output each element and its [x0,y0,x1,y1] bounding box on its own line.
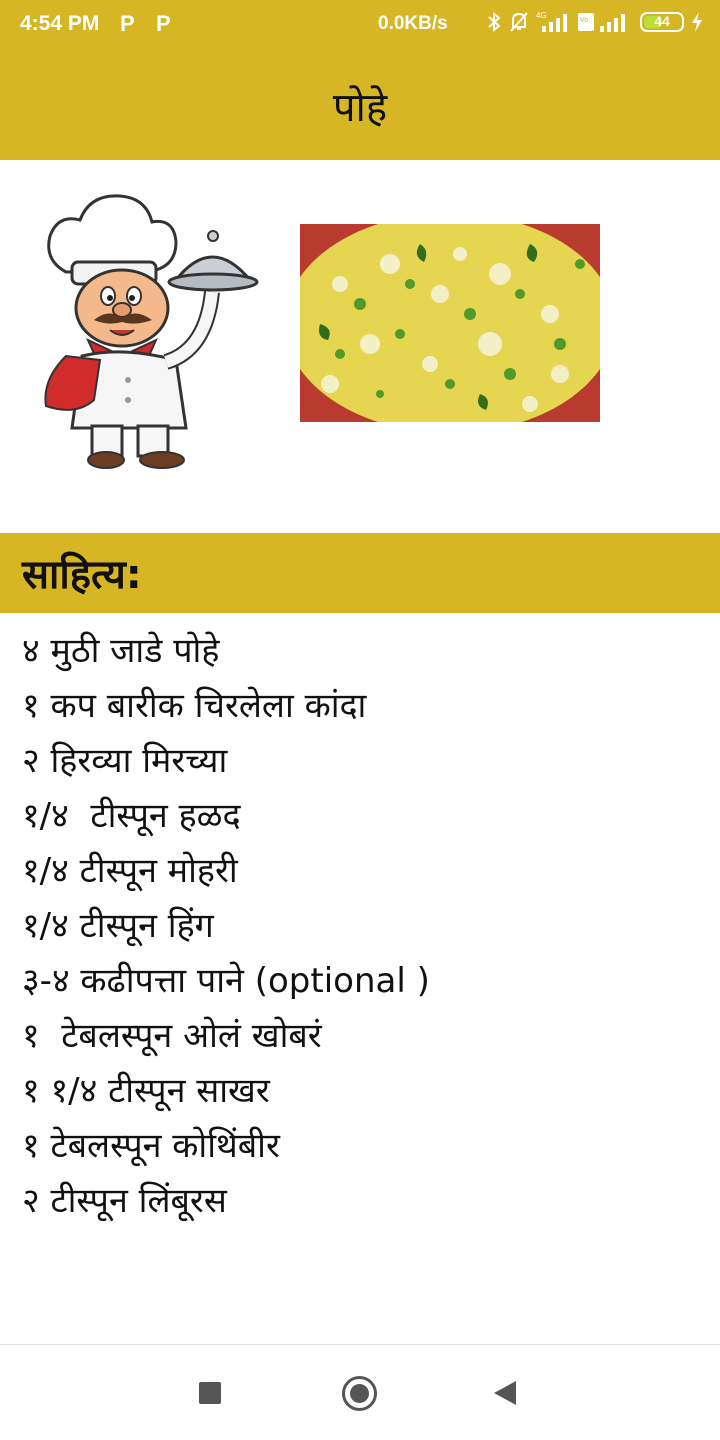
poha-food-image [300,224,600,422]
chef-illustration-icon [36,180,264,470]
list-item: ४ मुठी जाडे पोहे [22,631,220,671]
ingredients-list[interactable] [22,624,712,1244]
list-item: ३-४ कढीपत्ता पाने (optional ) [22,961,430,1001]
signal-4g-icon [536,10,572,34]
notification-p-icon: P [156,11,171,36]
signal-volte-icon [578,10,630,34]
recents-button[interactable] [199,1382,221,1404]
back-button[interactable] [494,1381,516,1405]
app-bar [0,50,720,160]
ingredients-header [0,533,720,613]
status-icons [486,10,704,34]
battery-icon [640,12,684,32]
battery-percent: 44 [654,13,670,29]
navigation-bar [0,1344,720,1440]
list-item: २ टीस्पून लिंबूरस [22,1181,227,1221]
home-button[interactable] [342,1376,377,1411]
list-item: १/४ टीस्पून हळद [22,796,241,836]
svg-text:Vo: Vo [580,17,589,24]
status-time: 4:54 PM [20,12,100,35]
mute-bell-icon [508,10,530,34]
list-item: १ टेबलस्पून ओलं खोबरं [22,1016,322,1056]
svg-text:4G: 4G [536,11,547,20]
list-item: १ १/४ टीस्पून साखर [22,1071,270,1111]
list-item: २ हिरव्या मिरच्या [22,741,228,781]
list-item: १ कप बारीक चिरलेला कांदा [22,686,367,726]
hero-section [0,160,720,533]
page-title: पोहे [332,85,388,131]
list-item: १/४ टीस्पून हिंग [22,906,214,946]
list-item: १/४ टीस्पून मोहरी [22,851,238,891]
status-bar [0,0,720,50]
list-item: १ टेबलस्पून कोथिंबीर [22,1126,280,1166]
bluetooth-icon [486,10,502,34]
section-title: साहित्य: [22,552,142,598]
charging-icon [690,11,704,33]
network-speed: 0.0KB/s [378,13,448,34]
notification-p-icon: P [120,11,135,36]
